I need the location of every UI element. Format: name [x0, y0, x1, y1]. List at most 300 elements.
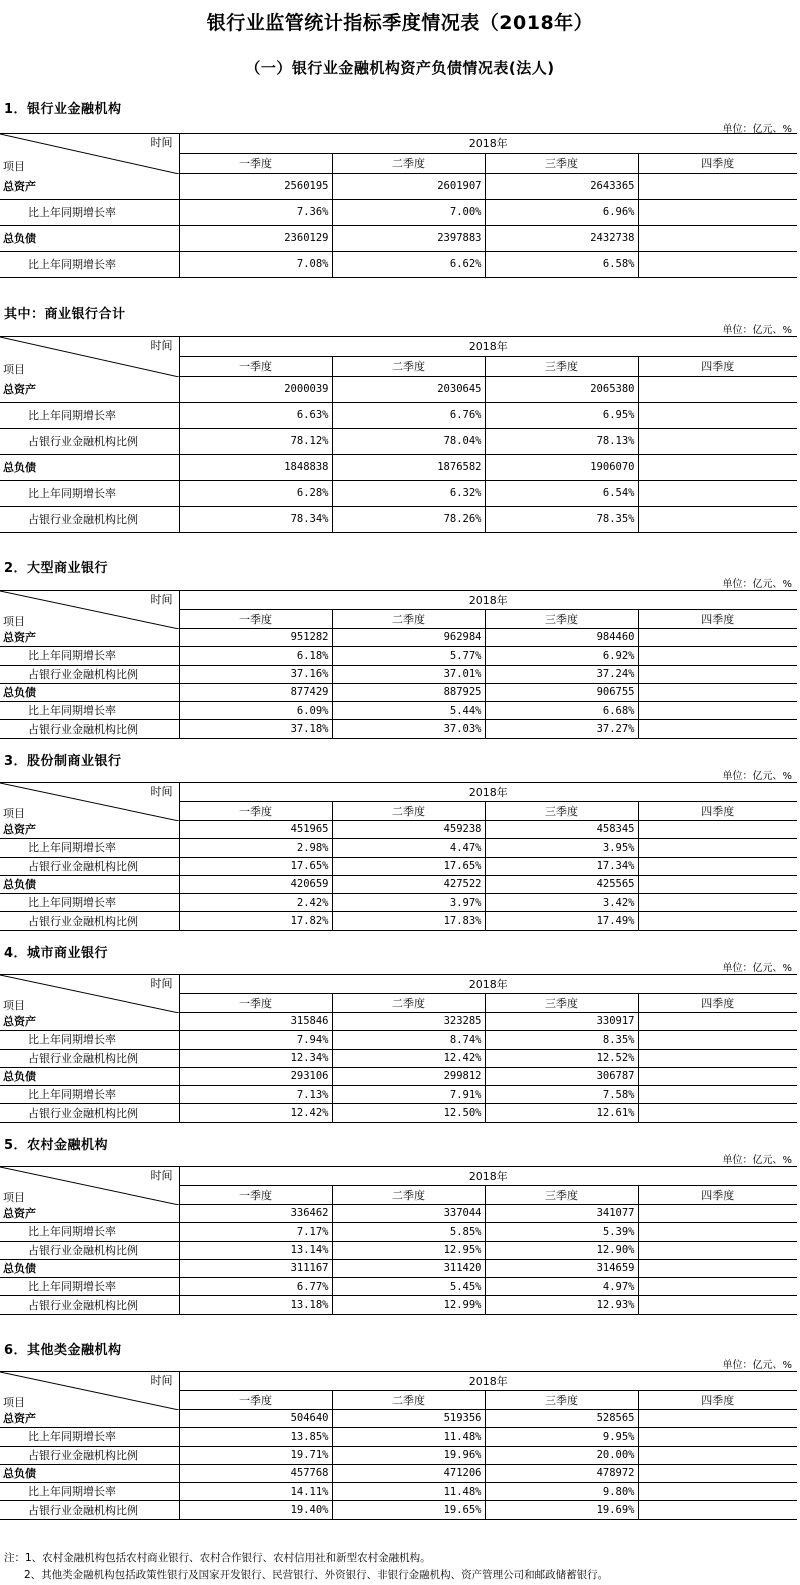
table-row: [0, 403, 797, 429]
table-row: [0, 894, 797, 912]
value-cell: 19.40%: [179, 1501, 332, 1519]
item-header-label: 项目: [3, 1190, 25, 1204]
row-label: 占银行业金融机构比例: [0, 1049, 179, 1067]
value-cell: 8.74%: [332, 1031, 485, 1049]
table-row: [0, 821, 797, 839]
value-cell: 2397883: [332, 226, 485, 252]
table-row: [0, 481, 797, 507]
value-cell: 330917: [485, 1013, 638, 1031]
value-cell: 2065380: [485, 377, 638, 403]
value-cell: 17.65%: [179, 857, 332, 875]
value-cell: 7.36%: [179, 200, 332, 226]
table-row: [0, 1410, 797, 1428]
value-cell: 3.97%: [332, 894, 485, 912]
section-title: 6．其他类金融机构: [4, 1343, 122, 1358]
diagonal-header-cell: [0, 134, 179, 174]
value-cell: 11.48%: [332, 1428, 485, 1446]
row-label: 占银行业金融机构比例: [0, 665, 179, 683]
value-cell: [638, 647, 797, 665]
row-label: 占银行业金融机构比例: [0, 912, 179, 930]
value-cell: 17.65%: [332, 857, 485, 875]
time-header-label: 时间: [150, 1169, 173, 1182]
item-header-label: 项目: [3, 362, 25, 376]
value-cell: 13.85%: [179, 1428, 332, 1446]
quarter-header: 二季度: [332, 357, 485, 377]
value-cell: [638, 481, 797, 507]
table-row: [0, 429, 797, 455]
quarter-header: 二季度: [332, 1391, 485, 1410]
value-cell: 906755: [485, 683, 638, 701]
value-cell: 306787: [485, 1067, 638, 1085]
table-row: [0, 1259, 797, 1277]
quarter-header: 二季度: [332, 610, 485, 629]
unit-label: 单位：亿元、%: [722, 325, 792, 336]
diagonal-header-cell: [0, 591, 179, 629]
table-row: [0, 1446, 797, 1464]
table-row: [0, 647, 797, 665]
table-row: [0, 629, 797, 647]
value-cell: [638, 1104, 797, 1122]
row-label: 占银行业金融机构比例: [0, 720, 179, 738]
value-cell: [638, 720, 797, 738]
row-label: 比上年同期增长率: [0, 1086, 179, 1104]
value-cell: 7.58%: [485, 1086, 638, 1104]
quarter-header: 四季度: [638, 1186, 797, 1205]
row-label: 总负债: [0, 1259, 179, 1277]
value-cell: 2000039: [179, 377, 332, 403]
data-table: [0, 590, 797, 739]
value-cell: 951282: [179, 629, 332, 647]
value-cell: 37.16%: [179, 665, 332, 683]
value-cell: 9.95%: [485, 1428, 638, 1446]
quarter-header: 三季度: [485, 610, 638, 629]
quarter-header: 二季度: [332, 994, 485, 1013]
value-cell: 6.77%: [179, 1278, 332, 1296]
value-cell: 17.83%: [332, 912, 485, 930]
table-row: [0, 200, 797, 226]
value-cell: 5.44%: [332, 702, 485, 720]
value-cell: 457768: [179, 1464, 332, 1482]
data-table: [0, 336, 797, 533]
value-cell: 6.63%: [179, 403, 332, 429]
row-label: 总资产: [0, 1205, 179, 1223]
table-row: [0, 1013, 797, 1031]
diagonal-header-cell: [0, 1372, 179, 1410]
value-cell: 5.85%: [332, 1223, 485, 1241]
quarter-header: 三季度: [485, 154, 638, 174]
table-row: [0, 1086, 797, 1104]
row-label: 比上年同期增长率: [0, 1483, 179, 1501]
value-cell: 459238: [332, 821, 485, 839]
time-header-label: 时间: [150, 593, 173, 606]
value-cell: 12.95%: [332, 1241, 485, 1259]
value-cell: [638, 1410, 797, 1428]
table-row: [0, 1223, 797, 1241]
value-cell: [638, 1259, 797, 1277]
value-cell: 420659: [179, 875, 332, 893]
value-cell: 12.61%: [485, 1104, 638, 1122]
value-cell: 1906070: [485, 455, 638, 481]
table-row: [0, 1501, 797, 1519]
row-label: 比上年同期增长率: [0, 403, 179, 429]
value-cell: [638, 665, 797, 683]
table-row: [0, 1049, 797, 1067]
value-cell: 12.42%: [179, 1104, 332, 1122]
value-cell: [638, 1013, 797, 1031]
value-cell: 12.93%: [485, 1296, 638, 1314]
value-cell: 78.26%: [332, 507, 485, 533]
value-cell: [638, 1483, 797, 1501]
row-label: 比上年同期增长率: [0, 1031, 179, 1049]
value-cell: [638, 1464, 797, 1482]
unit-label: 单位：亿元、%: [722, 771, 792, 782]
value-cell: 6.32%: [332, 481, 485, 507]
table-row: [0, 1483, 797, 1501]
row-label: 占银行业金融机构比例: [0, 507, 179, 533]
data-table: [0, 782, 797, 931]
item-header-label: 项目: [3, 998, 25, 1012]
value-cell: 78.12%: [179, 429, 332, 455]
row-label: 比上年同期增长率: [0, 1428, 179, 1446]
value-cell: 315846: [179, 1013, 332, 1031]
row-label: 占银行业金融机构比例: [0, 1241, 179, 1259]
value-cell: 19.96%: [332, 1446, 485, 1464]
table-row: [0, 702, 797, 720]
year-header: 2018年: [179, 1372, 797, 1391]
quarter-header: 三季度: [485, 802, 638, 821]
value-cell: [638, 1086, 797, 1104]
value-cell: [638, 1031, 797, 1049]
row-label: 占银行业金融机构比例: [0, 429, 179, 455]
data-table: [0, 1166, 797, 1315]
value-cell: 5.45%: [332, 1278, 485, 1296]
table-row: [0, 377, 797, 403]
quarter-header: 一季度: [179, 357, 332, 377]
value-cell: 504640: [179, 1410, 332, 1428]
quarter-header: 三季度: [485, 994, 638, 1013]
value-cell: 6.18%: [179, 647, 332, 665]
value-cell: 2601907: [332, 174, 485, 200]
value-cell: [638, 1205, 797, 1223]
quarter-header: 三季度: [485, 357, 638, 377]
value-cell: [638, 839, 797, 857]
row-label: 比上年同期增长率: [0, 200, 179, 226]
value-cell: 4.47%: [332, 839, 485, 857]
value-cell: [638, 1049, 797, 1067]
quarter-header: 四季度: [638, 802, 797, 821]
quarter-header: 二季度: [332, 802, 485, 821]
value-cell: 6.76%: [332, 403, 485, 429]
value-cell: 78.13%: [485, 429, 638, 455]
value-cell: 2.42%: [179, 894, 332, 912]
value-cell: 528565: [485, 1410, 638, 1428]
year-header: 2018年: [179, 134, 797, 154]
value-cell: 2560195: [179, 174, 332, 200]
value-cell: 451965: [179, 821, 332, 839]
table-row: [0, 1031, 797, 1049]
value-cell: 471206: [332, 1464, 485, 1482]
quarter-header: 四季度: [638, 1391, 797, 1410]
row-label: 占银行业金融机构比例: [0, 1104, 179, 1122]
value-cell: 478972: [485, 1464, 638, 1482]
row-label: 占银行业金融机构比例: [0, 1446, 179, 1464]
value-cell: 4.97%: [485, 1278, 638, 1296]
value-cell: 19.71%: [179, 1446, 332, 1464]
value-cell: [638, 1446, 797, 1464]
value-cell: 11.48%: [332, 1483, 485, 1501]
value-cell: 6.95%: [485, 403, 638, 429]
value-cell: 984460: [485, 629, 638, 647]
value-cell: 37.01%: [332, 665, 485, 683]
value-cell: 877429: [179, 683, 332, 701]
quarter-header: 一季度: [179, 154, 332, 174]
value-cell: [638, 226, 797, 252]
table-row: [0, 252, 797, 278]
value-cell: 17.82%: [179, 912, 332, 930]
value-cell: 6.96%: [485, 200, 638, 226]
quarter-header: 三季度: [485, 1391, 638, 1410]
diagonal-header-cell: [0, 975, 179, 1013]
row-label: 占银行业金融机构比例: [0, 857, 179, 875]
value-cell: 12.50%: [332, 1104, 485, 1122]
year-header: 2018年: [179, 975, 797, 994]
year-header: 2018年: [179, 337, 797, 357]
value-cell: [638, 455, 797, 481]
table-row: [0, 1278, 797, 1296]
value-cell: 8.35%: [485, 1031, 638, 1049]
value-cell: 6.62%: [332, 252, 485, 278]
unit-label: 单位：亿元、%: [722, 124, 792, 135]
value-cell: 3.42%: [485, 894, 638, 912]
value-cell: 1876582: [332, 455, 485, 481]
row-label: 比上年同期增长率: [0, 252, 179, 278]
year-header: 2018年: [179, 783, 797, 802]
value-cell: [638, 912, 797, 930]
section-title: 3．股份制商业银行: [4, 754, 122, 769]
row-label: 比上年同期增长率: [0, 481, 179, 507]
table-row: [0, 1067, 797, 1085]
value-cell: 2432738: [485, 226, 638, 252]
quarter-header: 一季度: [179, 1186, 332, 1205]
section-title: 1．银行业金融机构: [4, 102, 122, 117]
row-label: 占银行业金融机构比例: [0, 1296, 179, 1314]
table-row: [0, 683, 797, 701]
value-cell: [638, 403, 797, 429]
row-label: 总资产: [0, 629, 179, 647]
value-cell: 293106: [179, 1067, 332, 1085]
value-cell: 13.18%: [179, 1296, 332, 1314]
value-cell: [638, 1278, 797, 1296]
item-header-label: 项目: [3, 806, 25, 820]
value-cell: 6.58%: [485, 252, 638, 278]
value-cell: 78.34%: [179, 507, 332, 533]
value-cell: 2360129: [179, 226, 332, 252]
data-table: [0, 133, 797, 278]
table-row: [0, 1205, 797, 1223]
table-row: [0, 875, 797, 893]
row-label: 总负债: [0, 683, 179, 701]
table-row: [0, 174, 797, 200]
value-cell: 519356: [332, 1410, 485, 1428]
row-label: 比上年同期增长率: [0, 839, 179, 857]
value-cell: 427522: [332, 875, 485, 893]
item-header-label: 项目: [3, 1395, 25, 1409]
table-row: [0, 857, 797, 875]
year-header: 2018年: [179, 591, 797, 610]
row-label: 总负债: [0, 226, 179, 252]
value-cell: 311420: [332, 1259, 485, 1277]
page-title: 银行业监管统计指标季度情况表（2018年）: [206, 12, 594, 34]
footnote-1: 注：1、农村金融机构包括农村商业银行、农村合作银行、农村信用社和新型农村金融机构。: [4, 1552, 431, 1564]
value-cell: 425565: [485, 875, 638, 893]
value-cell: 7.91%: [332, 1086, 485, 1104]
table-row: [0, 912, 797, 930]
value-cell: 6.54%: [485, 481, 638, 507]
value-cell: [638, 683, 797, 701]
value-cell: 12.99%: [332, 1296, 485, 1314]
table-row: [0, 455, 797, 481]
section-title: 5．农村金融机构: [4, 1138, 109, 1153]
value-cell: [638, 252, 797, 278]
value-cell: 12.42%: [332, 1049, 485, 1067]
value-cell: 7.08%: [179, 252, 332, 278]
value-cell: 458345: [485, 821, 638, 839]
value-cell: 13.14%: [179, 1241, 332, 1259]
data-table: [0, 974, 797, 1123]
value-cell: 887925: [332, 683, 485, 701]
value-cell: 299812: [332, 1067, 485, 1085]
row-label: 总负债: [0, 455, 179, 481]
value-cell: [638, 429, 797, 455]
row-label: 比上年同期增长率: [0, 702, 179, 720]
time-header-label: 时间: [150, 1374, 173, 1387]
value-cell: 14.11%: [179, 1483, 332, 1501]
quarter-header: 四季度: [638, 994, 797, 1013]
row-label: 总负债: [0, 1067, 179, 1085]
row-label: 总资产: [0, 1013, 179, 1031]
value-cell: 6.28%: [179, 481, 332, 507]
value-cell: 2.98%: [179, 839, 332, 857]
value-cell: [638, 1501, 797, 1519]
table-row: [0, 665, 797, 683]
time-header-label: 时间: [150, 136, 173, 149]
page-subtitle: （一）银行业金融机构资产负债情况表(法人): [245, 59, 555, 77]
unit-label: 单位：亿元、%: [722, 1155, 792, 1166]
table-row: [0, 1296, 797, 1314]
value-cell: [638, 1296, 797, 1314]
table-row: [0, 839, 797, 857]
item-header-label: 项目: [3, 159, 25, 173]
item-header-label: 项目: [3, 614, 25, 628]
value-cell: 17.34%: [485, 857, 638, 875]
value-cell: 37.27%: [485, 720, 638, 738]
diagonal-header-cell: [0, 783, 179, 821]
footnotes: [4, 1550, 608, 1584]
table-row: [0, 507, 797, 533]
row-label: 比上年同期增长率: [0, 647, 179, 665]
value-cell: 6.92%: [485, 647, 638, 665]
value-cell: 19.65%: [332, 1501, 485, 1519]
value-cell: [638, 507, 797, 533]
row-label: 总资产: [0, 1410, 179, 1428]
value-cell: [638, 894, 797, 912]
value-cell: 37.18%: [179, 720, 332, 738]
row-label: 占银行业金融机构比例: [0, 1501, 179, 1519]
value-cell: [638, 875, 797, 893]
value-cell: 337044: [332, 1205, 485, 1223]
value-cell: 323285: [332, 1013, 485, 1031]
quarter-header: 三季度: [485, 1186, 638, 1205]
time-header-label: 时间: [150, 977, 173, 990]
table-row: [0, 226, 797, 252]
section-title: 4．城市商业银行: [4, 946, 109, 961]
value-cell: 7.00%: [332, 200, 485, 226]
quarter-header: 四季度: [638, 154, 797, 174]
value-cell: [638, 174, 797, 200]
value-cell: [638, 200, 797, 226]
row-label: 总资产: [0, 174, 179, 200]
quarter-header: 四季度: [638, 610, 797, 629]
value-cell: [638, 377, 797, 403]
value-cell: [638, 1067, 797, 1085]
value-cell: 12.90%: [485, 1241, 638, 1259]
value-cell: 17.49%: [485, 912, 638, 930]
quarter-header: 二季度: [332, 1186, 485, 1205]
quarter-header: 四季度: [638, 357, 797, 377]
value-cell: 6.68%: [485, 702, 638, 720]
unit-label: 单位：亿元、%: [722, 1360, 792, 1371]
value-cell: 962984: [332, 629, 485, 647]
diagonal-header-cell: [0, 337, 179, 377]
section-title: 其中：商业银行合计: [4, 307, 126, 322]
value-cell: 2030645: [332, 377, 485, 403]
row-label: 总负债: [0, 875, 179, 893]
row-label: 比上年同期增长率: [0, 1278, 179, 1296]
value-cell: [638, 1241, 797, 1259]
footnote-2: 2、其他类金融机构包括政策性银行及国家开发银行、民营银行、外资银行、非银行金融机构、资产管理公司和邮政储蓄银行。: [24, 1569, 609, 1581]
value-cell: 6.09%: [179, 702, 332, 720]
table-row: [0, 1241, 797, 1259]
row-label: 总负债: [0, 1464, 179, 1482]
value-cell: [638, 629, 797, 647]
value-cell: 37.24%: [485, 665, 638, 683]
data-table: [0, 1371, 797, 1520]
value-cell: 19.69%: [485, 1501, 638, 1519]
value-cell: 5.39%: [485, 1223, 638, 1241]
year-header: 2018年: [179, 1167, 797, 1186]
value-cell: 7.17%: [179, 1223, 332, 1241]
value-cell: 7.13%: [179, 1086, 332, 1104]
unit-label: 单位：亿元、%: [722, 963, 792, 974]
value-cell: 12.34%: [179, 1049, 332, 1067]
value-cell: 12.52%: [485, 1049, 638, 1067]
value-cell: [638, 1428, 797, 1446]
value-cell: [638, 702, 797, 720]
time-header-label: 时间: [150, 339, 173, 352]
value-cell: 7.94%: [179, 1031, 332, 1049]
value-cell: 1848838: [179, 455, 332, 481]
table-row: [0, 1464, 797, 1482]
table-row: [0, 1104, 797, 1122]
value-cell: 9.80%: [485, 1483, 638, 1501]
value-cell: 336462: [179, 1205, 332, 1223]
quarter-header: 二季度: [332, 154, 485, 174]
unit-label: 单位：亿元、%: [722, 579, 792, 590]
row-label: 总资产: [0, 821, 179, 839]
value-cell: [638, 857, 797, 875]
value-cell: 3.95%: [485, 839, 638, 857]
row-label: 总资产: [0, 377, 179, 403]
